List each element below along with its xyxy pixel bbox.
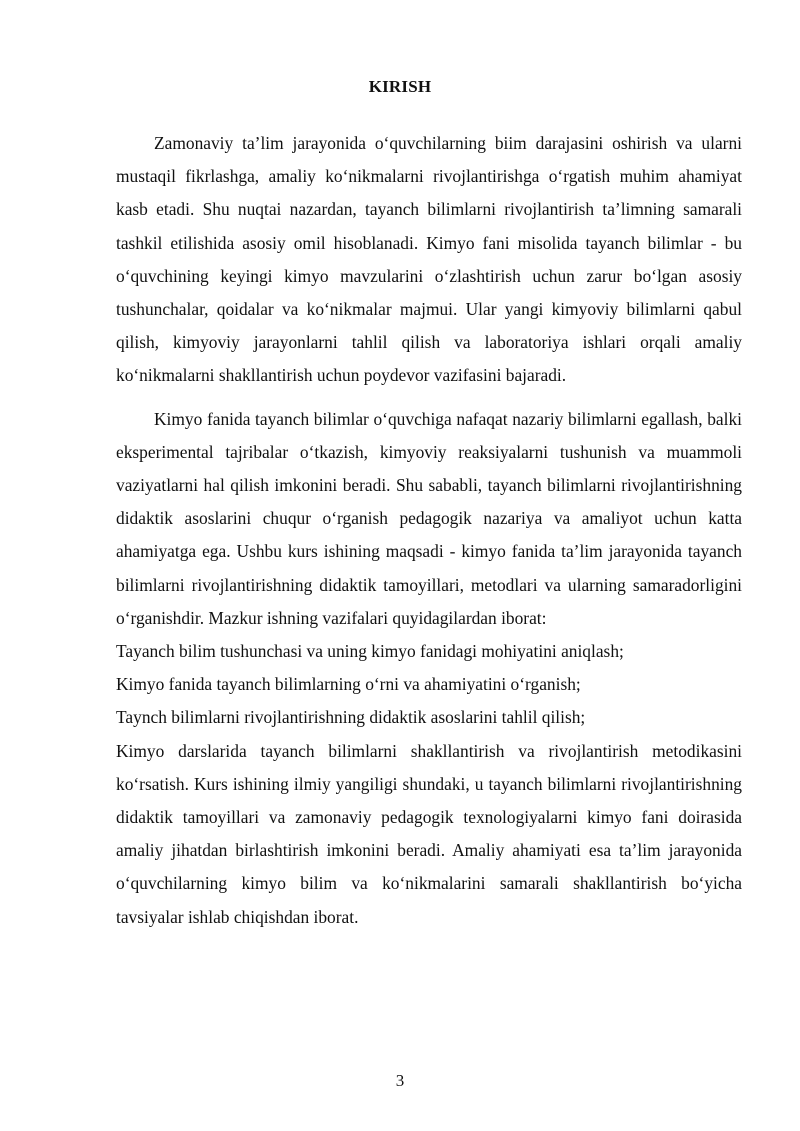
page-title: KIRISH — [368, 77, 432, 96]
document-body — [116, 127, 742, 934]
paragraph-closing: Kimyo darslarida tayanch bilimlarni shakllantirish va rivojlantirish metodikasini ko‘rsatish. Kurs ishining ilmiy yangiligi shundaki, u tayanch bilimlarni rivojlantirishning didaktik tamoyillari va zamonaviy pedagogik texnologiyalarni kimyo fani doirasida amaliy jihatdan birlashtirish imkonini beradi. Amaliy ahamiyati esa ta’lim jarayonida o‘quvchilarning kimyo bilim va ko‘nikmalarini samarali shakllantirish bo‘yicha tavsiyalar ishlab chiqishdan iborat. — [116, 740, 742, 927]
paragraph-goals: Kimyo fanida tayanch bilimlar o‘quvchiga nafaqat nazariy bilimlarni egallash, balki eksperimental tajribalar o‘tkazish, kimyoviy reaksiyalarni tushunish va muammoli vaziyatlarni hal qilish imkonini beradi. Shu sababli, tayanch bilimlarni rivojlantirishning didaktik asoslarini chuqur o‘rganish pedagogik nazariya va amaliyot uchun katta ahamiyatga ega. Ushbu kurs ishining maqsadi - kimyo fanida ta’lim jarayonida tayanch bilimlarni rivojlantirishning didaktik tamoyillari, metodlari va ularning samaradorligini o‘rganishdir. Mazkur ishning vazifalari quyidagilardan iborat: — [116, 408, 742, 628]
task-line-2: Kimyo fanida tayanch bilimlarning o‘rni va ahamiyatini o‘rganish; — [116, 674, 581, 695]
paragraph-intro: Zamonaviy ta’lim jarayonida o‘quvchilarning biim darajasini oshirish va ularni mustaqil fikrlashga, amaliy ko‘nikmalarni rivojlantirishga o‘rgatish muhim ahamiyat kasb etadi. Shu nuqtai nazardan, tayanch bilimlarni rivojlantirish ta’limning samarali tashkil etilishida asosiy omil hisoblanadi. Kimyo fani misolida tayanch bilimlar - bu o‘quvchining keyingi kimyo mavzularini o‘zlashtirish uchun zarur bo‘lgan asosiy tushunchalar, qoidalar va ko‘nikmalar majmui. Ular yangi kimyoviy bilimlarni qabul qilish, kimyoviy jarayonlarni tahlil qilish va laboratoriya ishlari orqali amaliy ko‘nikmalarni shakllantirish uchun poydevor vazifasini bajaradi. — [116, 133, 742, 386]
task-line-1: Tayanch bilim tushunchasi va uning kimyo fanidagi mohiyatini aniqlash; — [116, 641, 624, 662]
task-line-3: Taynch bilimlarni rivojlantirishning didaktik asoslarini tahlil qilish; — [116, 707, 586, 728]
page-number: 3 — [395, 1071, 405, 1090]
